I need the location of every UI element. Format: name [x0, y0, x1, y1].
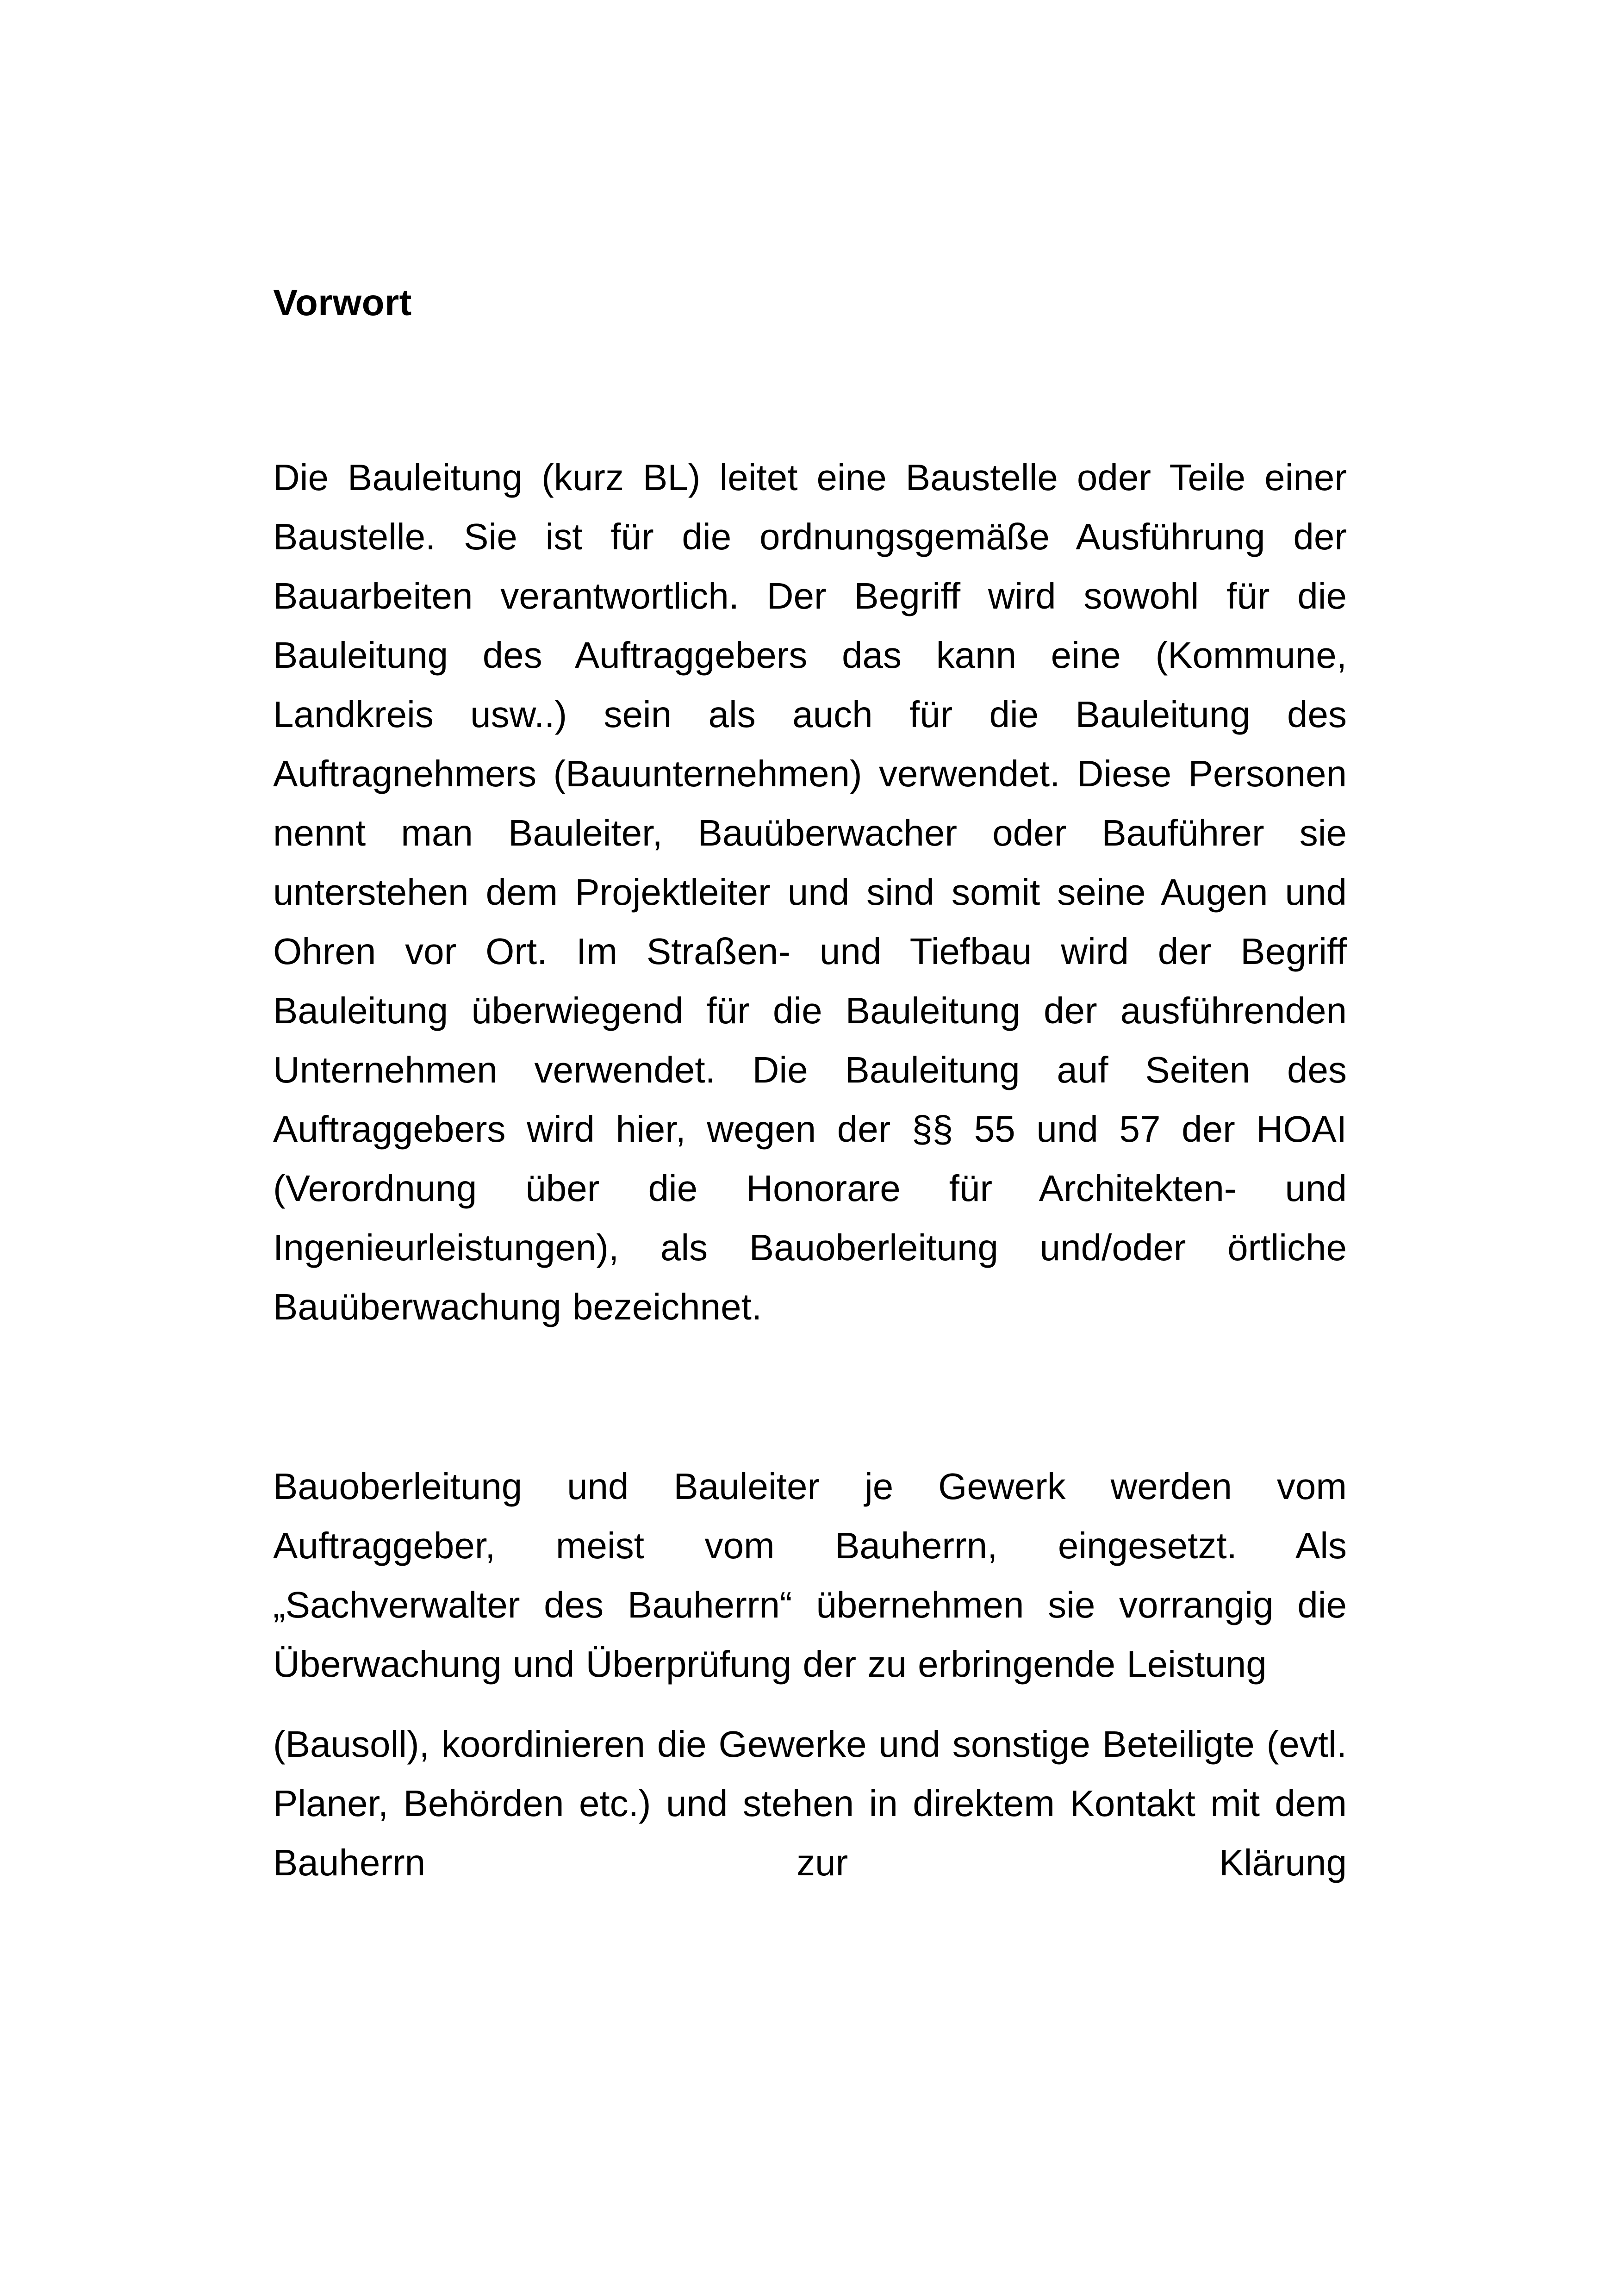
page-content [273, 273, 1347, 1892]
paragraph-bauleitung-definition: Die Bauleitung (kurz BL) leitet eine Baustelle oder Teile einer Baustelle. Sie ist für die ordnungsgemäße Ausführung der Bauarbeiten verantwortlich. Der Begriff wird sowohl für die Bauleitung des Auftraggebers das kann eine (Kommune, Landkreis usw..) sein als auch für die Bauleitung des Auftragnehmers (Bauunternehmen) verwendet. Diese Personen nennt man Bauleiter, Bauüberwacher oder Bauführer sie unterstehen dem Projektleiter und sind somit seine Augen und Ohren vor Ort. Im Straßen- und Tiefbau wird der Begriff Bauleitung überwiegend für die Bauleitung der ausführenden Unternehmen verwendet. Die Bauleitung auf Seiten des Auftraggebers wird hier, wegen der §§ 55 und 57 der HOAI (Verordnung über die Honorare für Architekten- und Ingenieurleistungen), als Bauoberleitung und/oder örtliche Bauüberwachung bezeichnet. [273, 457, 1347, 1327]
page-heading: Vorwort [273, 282, 412, 323]
paragraph-bauoberleitung: Bauoberleitung und Bauleiter je Gewerk werden vom Auftraggeber, meist vom Bauherrn, eingesetzt. Als „Sachverwalter des Bauherrn“ übernehmen sie vorrangig die Überwachung und Überprüfung der zu erbringende Leistung [273, 1466, 1347, 1685]
paragraph-bausoll: (Bausoll), koordinieren die Gewerke und sonstige Beteiligte (evtl. Planer, Behörden etc.) und stehen in direktem Kontakt mit dem Bauherrn zur Klärung [273, 1724, 1347, 1883]
